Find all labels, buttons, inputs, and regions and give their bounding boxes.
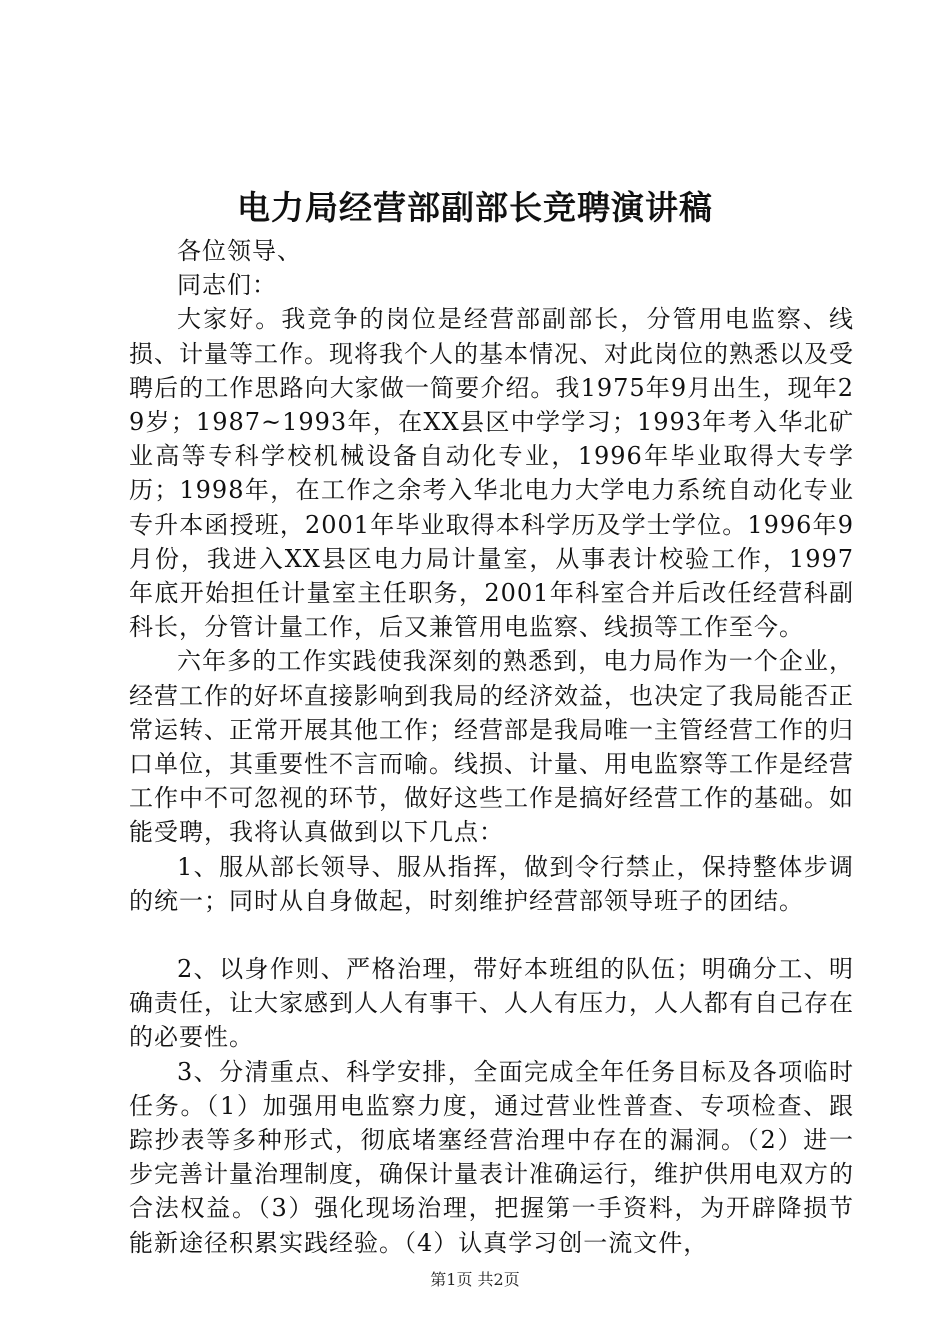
document-body	[129, 234, 854, 1260]
salutation-line-1: 各位领导、	[177, 237, 302, 265]
document-title: 电力局经营部副部长竞聘演讲稿	[237, 188, 713, 227]
salutation-line-2: 同志们：	[177, 271, 277, 300]
paragraph-point-2: 2、以身作则、严格治理，带好本班组的队伍；明确分工、明确责任，让大家感到人人有事干、人人有压力，人人都有自己存在的必要性。	[129, 955, 854, 1052]
paragraph-introduction: 大家好。我竞争的岗位是经营部副部长，分管用电监察、线损、计量等工作。现将我个人的基本情况、对此岗位的熟悉以及受聘后的工作思路向大家做一简要介绍。我1975年9月出生，现年29岁；1987~1993年，在XX县区中学学习；1993年考入华北矿业高等专科学校机械设备自动化专业，1996年毕业取得大专学历；1998年，在工作之余考入华北电力大学电力系统自动化专业专升本函授班，2001年毕业取得本科学历及学士学位。1996年9月份，我进入XX县区电力局计量室，从事表计校验工作，1997年底开始担任计量室主任职务，2001年科室合并后改任经营科副科长，分管计量工作，后又兼管用电监察、线损等工作至今。	[129, 305, 854, 642]
paragraph-point-3: 3、分清重点、科学安排，全面完成全年任务目标及各项临时任务。（1）加强用电监察力度，通过营业性普查、专项检查、跟踪抄表等多种形式，彻底堵塞经营治理中存在的漏洞。（2）进一步完善计量治理制度，确保计量表计准确运行，维护供用电双方的合法权益。（3）强化现场治理，把握第一手资料，为开辟降损节能新途径积累实践经验。（4）认真学习创一流文件，	[129, 1057, 854, 1257]
page-number-footer: 第1页 共2页	[430, 1270, 520, 1289]
paragraph-point-1: 1、服从部长领导、服从指挥，做到令行禁止，保持整体步调的统一；同时从自身做起，时刻维护经营部领导班子的团结。	[129, 852, 854, 915]
paragraph-understanding: 六年多的工作实践使我深刻的熟悉到，电力局作为一个企业，经营工作的好坏直接影响到我局的经济效益，也决定了我局能否正常运转、正常开展其他工作；经营部是我局唯一主管经营工作的归口单位，其重要性不言而喻。线损、计量、用电监察等工作是经营工作中不可忽视的环节，做好这些工作是搞好经营工作的基础。如能受聘，我将认真做到以下几点：	[129, 647, 854, 847]
